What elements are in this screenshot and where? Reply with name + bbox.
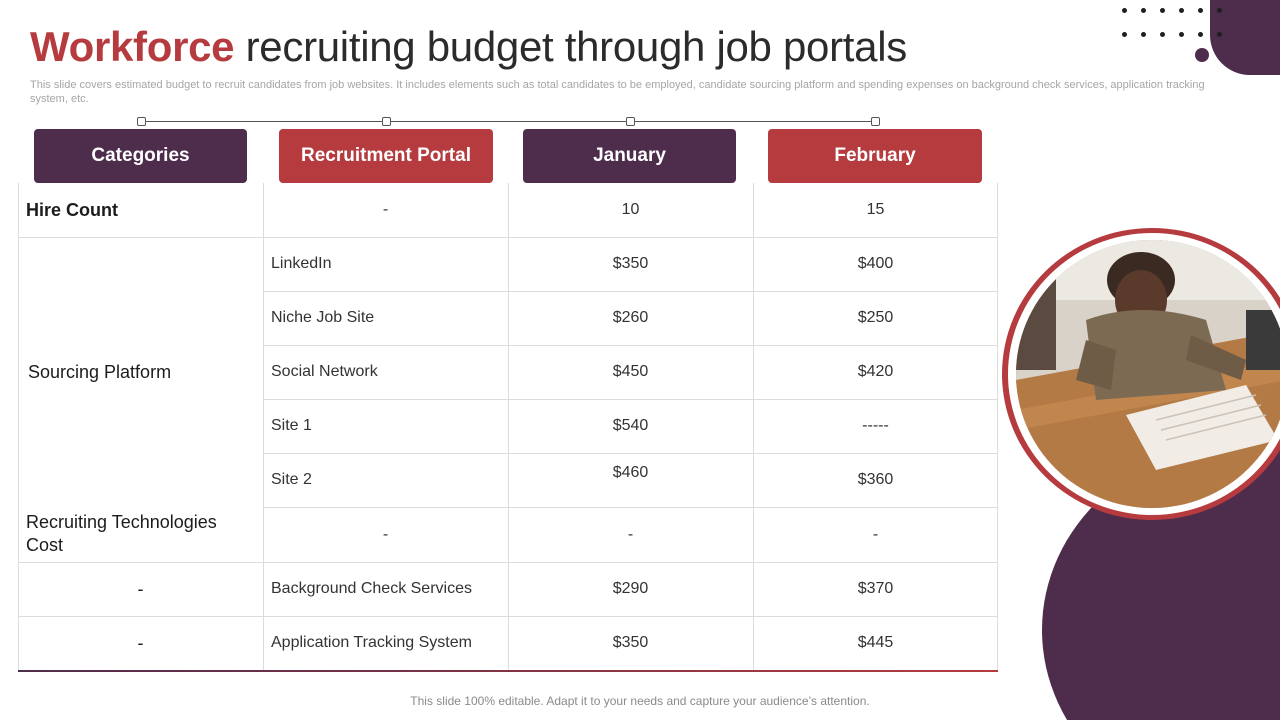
budget-table xyxy=(18,183,998,671)
category-background-check: - xyxy=(137,578,144,599)
february-cell: $250 xyxy=(857,309,894,326)
title-rest: recruiting budget through job portals xyxy=(234,23,907,70)
decorative-dot xyxy=(1217,32,1222,37)
decorative-dot xyxy=(1160,32,1165,37)
january-cell: - xyxy=(627,525,634,543)
february-cell: ----- xyxy=(862,417,889,434)
connector-node xyxy=(382,117,391,126)
header-connector-line xyxy=(141,121,876,122)
decorative-dot xyxy=(1122,32,1127,37)
portal-cell: Background Check Services xyxy=(271,580,472,597)
january-cell: $350 xyxy=(612,634,649,651)
category-sourcing-platform: Sourcing Platform xyxy=(28,361,172,382)
february-cell: 15 xyxy=(866,201,885,218)
decorative-dot xyxy=(1217,8,1222,13)
connector-node xyxy=(137,117,146,126)
portal-cell: - xyxy=(382,525,389,543)
footer-text: This slide 100% editable. Adapt it to your needs and capture your audience’s attention. xyxy=(410,694,870,708)
header-categories: Categories xyxy=(34,129,247,183)
decorative-dot xyxy=(1198,8,1203,13)
february-cell: $360 xyxy=(857,471,894,488)
decorative-dot xyxy=(1160,8,1165,13)
decorative-dot xyxy=(1179,32,1184,37)
decorative-dot xyxy=(1141,32,1146,37)
recruiter-photo xyxy=(1016,240,1280,508)
january-cell: $450 xyxy=(612,363,649,380)
portal-cell: Site 2 xyxy=(271,471,312,488)
photo-illustration xyxy=(1016,240,1280,508)
category-recruiting-technologies: Recruiting Technologies Cost xyxy=(26,512,217,555)
decorative-dot xyxy=(1179,8,1184,13)
january-cell: 10 xyxy=(621,201,640,218)
january-cell: $350 xyxy=(612,255,649,272)
header-february: February xyxy=(768,129,982,183)
february-cell: $420 xyxy=(857,363,894,380)
portal-cell: - xyxy=(382,201,389,218)
decorative-dot xyxy=(1141,8,1146,13)
decorative-dot xyxy=(1198,32,1203,37)
january-cell: $540 xyxy=(612,417,649,434)
february-cell: $400 xyxy=(857,255,894,272)
portal-cell: Application Tracking System xyxy=(271,634,472,651)
title-accent: Workforce xyxy=(30,23,235,70)
decorative-pill xyxy=(1195,48,1209,62)
category-hire-count: Hire Count xyxy=(26,199,118,220)
table-bottom-line xyxy=(18,670,998,672)
january-cell: $460 xyxy=(612,464,649,481)
february-cell: $445 xyxy=(857,634,894,651)
february-cell: $370 xyxy=(857,580,894,597)
decorative-dot xyxy=(1122,8,1127,13)
slide-subtitle: This slide covers estimated budget to recruit candidates from job websites. It includes elements such as total candidates to be employed, candidate sourcing platform and spending expenses on background check services, application tracking system, etc. xyxy=(30,79,1205,105)
decorative-dot-grid xyxy=(1122,4,1252,44)
connector-node xyxy=(871,117,880,126)
category-application-tracking: - xyxy=(137,632,144,653)
connector-node xyxy=(626,117,635,126)
portal-cell: Site 1 xyxy=(271,417,312,434)
footer-note xyxy=(0,694,1280,708)
january-cell: $260 xyxy=(612,309,649,326)
february-cell: - xyxy=(872,525,879,543)
portal-cell: Social Network xyxy=(271,363,378,380)
header-january: January xyxy=(523,129,736,183)
portal-cell: LinkedIn xyxy=(271,255,332,272)
slide-title xyxy=(30,22,907,72)
january-cell: $290 xyxy=(612,580,649,597)
header-recruitment-portal: Recruitment Portal xyxy=(279,129,493,183)
portal-cell: Niche Job Site xyxy=(271,309,375,326)
